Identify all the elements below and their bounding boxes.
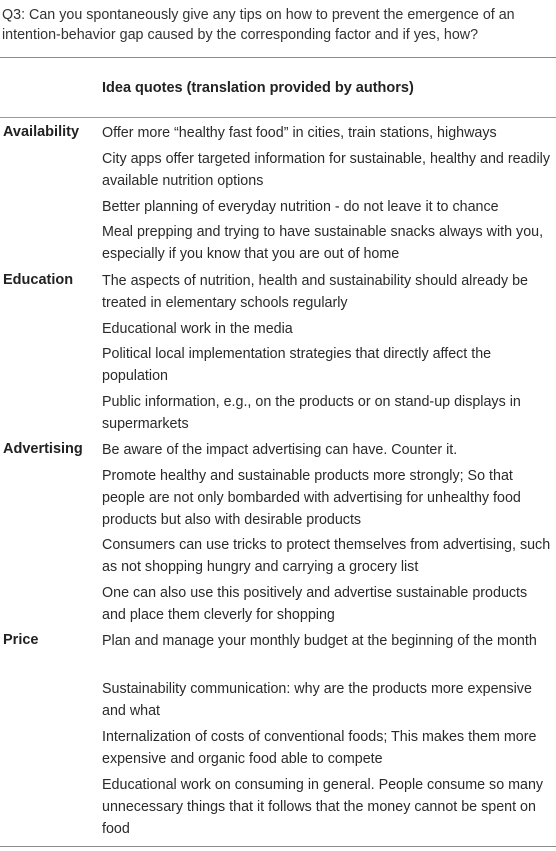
category-education: Education — [3, 272, 74, 288]
quote-row: Sustainability communication: why are the products more expensive and what — [102, 681, 532, 719]
quote-row: Promote healthy and sustainable products more strongly; So that people are not only bombarded with advertising for unhealthy food products but also with desirable products — [102, 468, 521, 528]
quote-row: One can also use this positively and advertise sustainable products and place them cleverly for shopping — [102, 585, 528, 623]
quote-row: Internalization of costs of conventional foods; This makes them more expensive and organic food able to compete — [102, 729, 537, 767]
quote-row: Meal prepping and trying to have sustainable snacks always with you, especially if you know that you are out of home — [102, 224, 544, 262]
quote-row: Plan and manage your monthly budget at the beginning of the month — [102, 633, 537, 649]
quote-row: Consumers can use tricks to protect themselves from advertising, such as not shopping hungry and carrying a grocery list — [102, 537, 551, 575]
category-price: Price — [3, 632, 39, 648]
bottom-rule — [0, 846, 556, 847]
quote-row: Educational work in the media — [102, 321, 293, 337]
category-advertising: Advertising — [3, 441, 83, 457]
quote-row: Educational work on consuming in general. People consume so many unnecessary things that it follows that the money cannot be spent on food — [102, 777, 544, 837]
quote-row: The aspects of nutrition, health and sustainability should already be treated in elementary schools regularly — [102, 273, 528, 311]
quote-row: Be aware of the impact advertising can have. Counter it. — [102, 442, 458, 458]
header-rule — [0, 117, 556, 118]
quote-row: Public information, e.g., on the products or on stand-up displays in supermarkets — [102, 394, 521, 432]
category-availability: Availability — [3, 124, 80, 140]
quote-row: Better planning of everyday nutrition - do not leave it to chance — [102, 199, 499, 215]
top-rule — [0, 57, 556, 58]
quote-row: Political local implementation strategies that directly affect the population — [102, 346, 492, 384]
quote-row: City apps offer targeted information for sustainable, healthy and readily available nutrition options — [102, 151, 550, 189]
column-header: Idea quotes (translation provided by authors) — [102, 80, 414, 96]
question-caption: Q3: Can you spontaneously give any tips on how to prevent the emergence of an intention-behavior gap caused by the corresponding factor and if yes, how? — [2, 7, 515, 43]
quote-row: Offer more “healthy fast food” in cities, train stations, highways — [102, 125, 497, 141]
